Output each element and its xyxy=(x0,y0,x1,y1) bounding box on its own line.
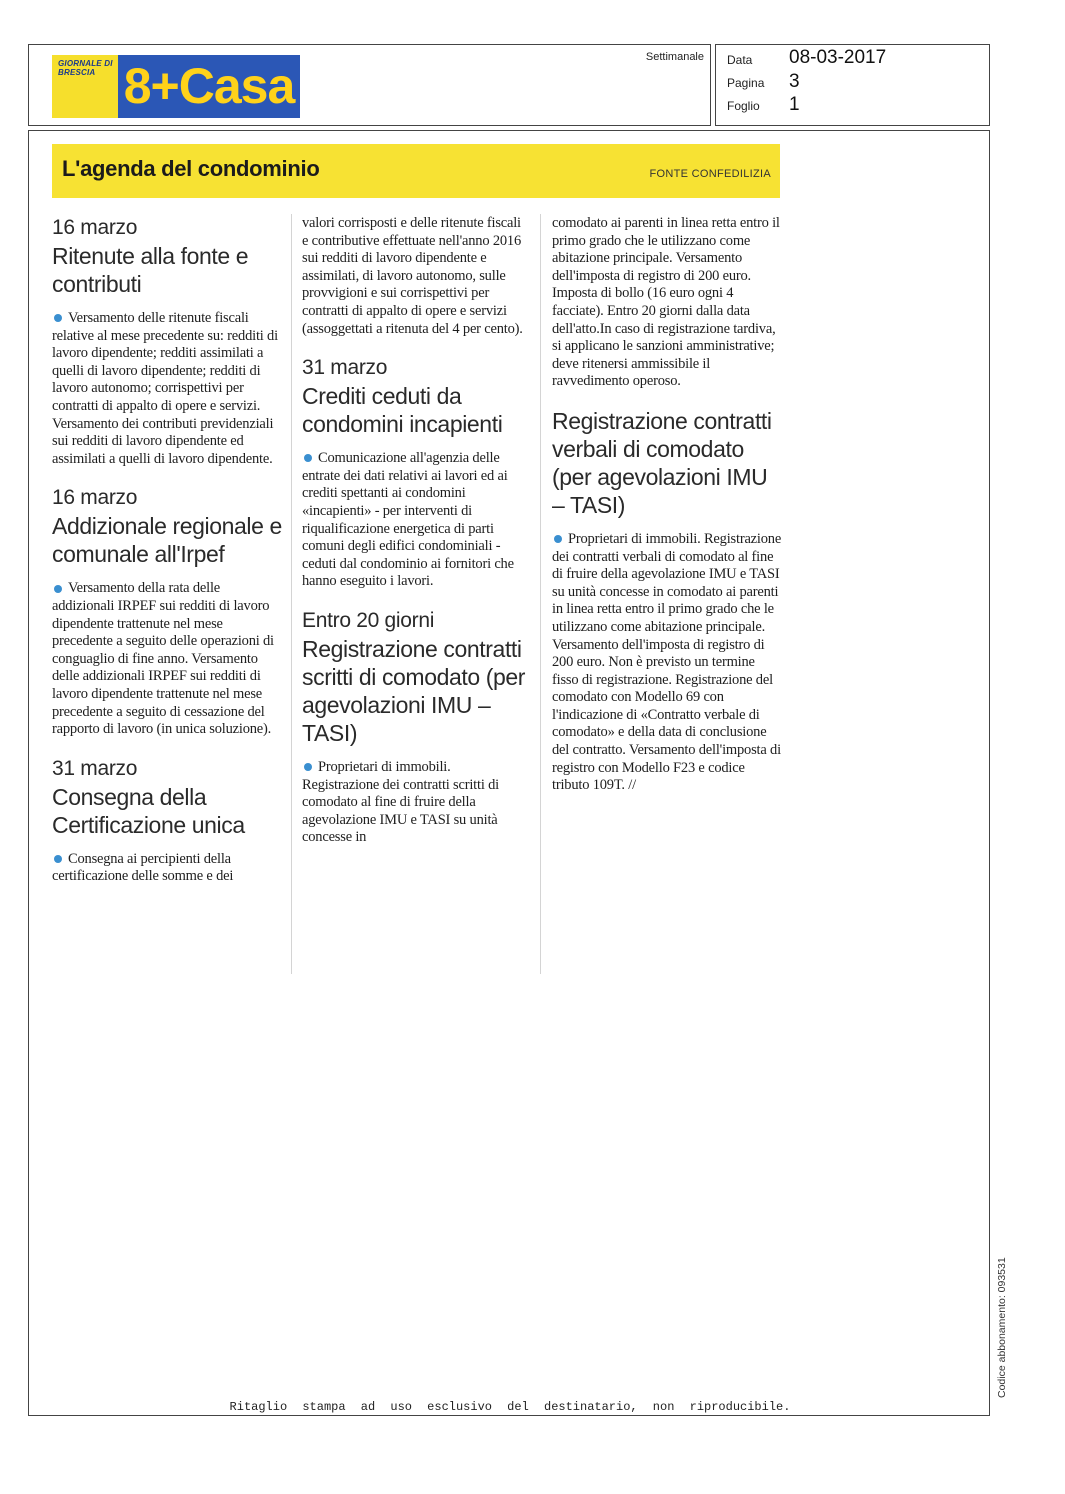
banner-source: FONTE CONFEDILIZIA xyxy=(649,168,771,180)
deadline-title: Ritenute alla fonte e contributi xyxy=(52,243,249,297)
column-divider xyxy=(291,214,292,974)
section-banner xyxy=(52,144,780,198)
deadline-date: 16 marzo xyxy=(52,486,138,510)
deadline-text: Versamento delle ritenute fiscali relative al mese precedente su: redditi di lavoro dipendente; redditi assimilati a quelli di lavoro dipendente; redditi di lavoro autonomo; corrispettivi per contratti di appalto di opere e servizi. Versamento dei contributi previdenziali sui redditi di lavoro dipendente ed assimilati a quelli di lavoro dipendente. xyxy=(52,310,278,467)
deadline-title: Addizionale regionale e comunale all'Irpef xyxy=(52,513,282,568)
bullet-dot-icon xyxy=(54,585,62,593)
subscription-code: Codice abbonamento: 093531 xyxy=(996,1257,1008,1398)
deadline-text: Proprietari di immobili. Registrazione dei contratti scritti di comodato al fine di fruire della agevolazione IMU e TASI su unità concesse in xyxy=(302,758,499,846)
page-label: Pagina xyxy=(727,76,765,90)
deadline-title: Consegna della Certificazione unica xyxy=(52,783,245,838)
article-column-1 xyxy=(52,214,284,902)
bullet-dot-icon xyxy=(554,535,562,543)
article-column-3 xyxy=(552,215,782,811)
deadline-date: 31 marzo xyxy=(52,756,138,780)
date-label: Data xyxy=(727,53,753,67)
deadline-date: Entro 20 giorni xyxy=(302,608,435,632)
deadline-date: 16 marzo xyxy=(52,216,138,239)
deadline-text: Proprietari di immobili. Registrazione dei contratti verbali di comodato al fine di fruire della agevolazione IMU e TASI su unità concesse in comodato ai parenti in linea retta entro il primo grado che le utilizzano come abitazione principale. Versamento dell'imposta di registro di 200 euro. Non è previsto un termine fisso di registrazione. Registrazione del comodato con Modello 69 con l'indicazione di «Contratto verbale di comodato» e della data di conclusione del contratto. Versamento dell'imposta di registro con Modello F23 e codice tributo 109T. // xyxy=(552,530,782,794)
page-value: 3 xyxy=(789,71,800,92)
deadline-text-continued: comodato ai parenti in linea retta entro il primo grado che le utilizzano come abitazione principale. Versamento dell'imposta di registro di 200 euro. Imposta di bollo (16 euro ogni 4 facciate). Entro 20 giorni dalla data dell'atto.In caso di registrazione tardiva, si applicano le sanzioni amministrative; deve ritenersi ammissibile il ravvedimento operoso. xyxy=(552,215,780,390)
bullet-dot-icon xyxy=(54,314,62,322)
column-divider xyxy=(540,214,541,974)
deadline-date: 31 marzo xyxy=(302,356,388,380)
logo-newspaper-block xyxy=(52,55,118,118)
logo-newspaper-name: GIORNALE DI BRESCIA xyxy=(58,59,113,77)
deadline-title: Registrazione contratti scritti di comodato (per agevolazioni IMU – TASI) xyxy=(302,635,526,746)
deadline-title: Registrazione contratti verbali di comodato (per agevolazioni IMU – TASI) xyxy=(552,407,772,518)
masthead-logo xyxy=(52,55,300,118)
bullet-dot-icon xyxy=(304,454,312,462)
frequency-label: Settimanale xyxy=(645,51,704,63)
clipping-notice: Ritaglio stampa ad uso esclusivo del destinatario, non riproducibile. xyxy=(229,1400,791,1414)
bullet-dot-icon xyxy=(304,763,312,771)
deadline-text: Versamento della rata delle addizionali IRPEF sui redditi di lavoro dipendente trattenute nel mese precedente a seguito delle operazioni di conguaglio di fine anno. Versamento delle addizionali IRPEF sui redditi di lavoro dipendente trattenute nel mese precedente a seguito di cessazione del rapporto di lavoro (in unica soluzione). xyxy=(52,580,274,738)
bullet-dot-icon xyxy=(54,855,62,863)
deadline-text-continued: valori corrisposti e delle ritenute fiscali e contributive effettuate nell'anno 2016 sui redditi di lavoro dipendente e assimilati, di lavoro autonomo, sulle provvigioni e sui corrispettivi per contratti di appalto di opere e servizi (assoggettati a ritenuta del 4 per cento). xyxy=(302,215,523,337)
logo-supplement-block xyxy=(118,55,300,118)
deadline-title: Crediti ceduti da condomini incapienti xyxy=(302,383,503,438)
deadline-text: Comunicazione all'agenzia delle entrate dei dati relativi ai lavori ed ai crediti spettanti ai condomini «incapienti» - per interventi di riqualificazione energetica di parti comuni degli edifici condominiali - ceduti dal condominio ai fornitori che hanno eseguito i lavori. xyxy=(302,450,514,590)
sheet-label: Foglio xyxy=(727,99,760,113)
sheet-value: 1 xyxy=(789,94,800,115)
logo-supplement-name: 8+Casa xyxy=(123,58,295,114)
deadline-text: Consegna ai percipienti della certificazione delle somme e dei xyxy=(52,850,234,885)
date-value: 08-03-2017 xyxy=(789,47,887,68)
banner-title: L'agenda del condominio xyxy=(62,156,320,181)
article-column-2 xyxy=(302,215,527,863)
